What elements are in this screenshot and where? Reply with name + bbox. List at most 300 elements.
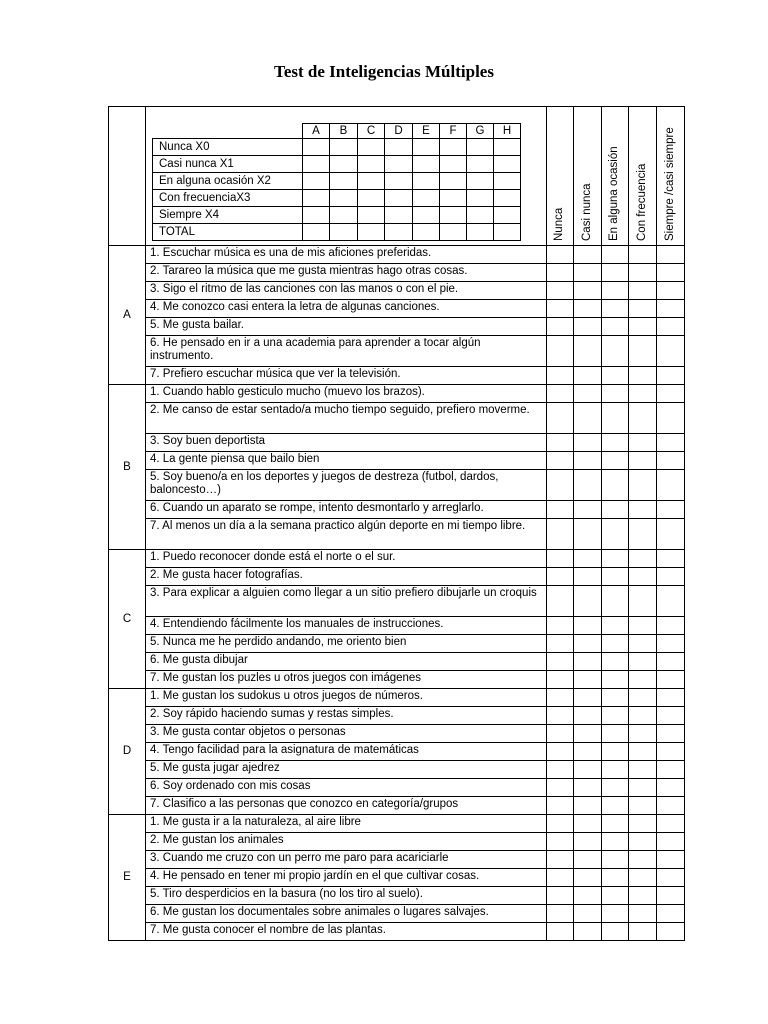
scoring-input-cell[interactable] [303, 190, 330, 207]
answer-checkbox-cell[interactable] [602, 434, 629, 452]
answer-checkbox-cell[interactable] [602, 869, 629, 887]
scoring-column-label: A [303, 124, 330, 139]
question-text: 6. Me gusta dibujar [146, 653, 547, 671]
question-text: 1. Cuando hablo gesticulo mucho (muevo los brazos). [146, 385, 547, 403]
answer-checkbox-cell[interactable] [574, 246, 602, 264]
question-text: 5. Soy bueno/a en los deportes y juegos de destreza (futbol, dardos, baloncesto…) [146, 470, 547, 501]
answer-checkbox-cell[interactable] [657, 452, 685, 470]
question-text: 3. Para explicar a alguien como llegar a un sitio prefiero dibujarle un croquis [146, 586, 547, 617]
answer-checkbox-cell[interactable] [574, 264, 602, 282]
answer-checkbox-cell[interactable] [629, 833, 657, 851]
scoring-input-cell[interactable] [440, 156, 467, 173]
question-row [109, 653, 685, 671]
scoring-row-label: Siempre X4 [153, 207, 303, 224]
answer-checkbox-cell[interactable] [574, 653, 602, 671]
scoring-input-cell[interactable] [467, 173, 494, 190]
scoring-input-cell[interactable] [358, 139, 385, 156]
answer-checkbox-cell[interactable] [602, 470, 629, 501]
answer-checkbox-cell[interactable] [574, 761, 602, 779]
question-text: 4. La gente piensa que bailo bien [146, 452, 547, 470]
answer-checkbox-cell[interactable] [657, 707, 685, 725]
question-text: 7. Prefiero escuchar música que ver la televisión. [146, 367, 547, 385]
answer-checkbox-cell[interactable] [629, 851, 657, 869]
question-row [109, 635, 685, 653]
answer-checkbox-cell[interactable] [657, 797, 685, 815]
question-text: 3. Soy buen deportista [146, 434, 547, 452]
answer-checkbox-cell[interactable] [602, 403, 629, 434]
question-text: 4. Tengo facilidad para la asignatura de matemáticas [146, 743, 547, 761]
answer-checkbox-cell[interactable] [629, 264, 657, 282]
question-row [109, 550, 685, 568]
scoring-column-label: F [440, 124, 467, 139]
answer-checkbox-cell[interactable] [602, 568, 629, 586]
answer-checkbox-cell[interactable] [547, 318, 574, 336]
answer-checkbox-cell[interactable] [629, 452, 657, 470]
header-row [109, 107, 685, 246]
answer-checkbox-cell[interactable] [574, 434, 602, 452]
answer-checkbox-cell[interactable] [629, 519, 657, 550]
scoring-input-cell[interactable] [494, 139, 521, 156]
scoring-input-cell[interactable] [494, 207, 521, 224]
answer-checkbox-cell[interactable] [547, 385, 574, 403]
answer-checkbox-cell[interactable] [629, 336, 657, 367]
scoring-input-cell[interactable] [385, 173, 413, 190]
answer-checkbox-cell[interactable] [657, 923, 685, 941]
answer-checkbox-cell[interactable] [547, 519, 574, 550]
answer-checkbox-cell[interactable] [547, 246, 574, 264]
answer-checkbox-cell[interactable] [574, 743, 602, 761]
answer-checkbox-cell[interactable] [574, 568, 602, 586]
answer-checkbox-cell[interactable] [547, 434, 574, 452]
answer-checkbox-cell[interactable] [629, 470, 657, 501]
answer-checkbox-cell[interactable] [574, 519, 602, 550]
scoring-column-label: E [413, 124, 440, 139]
scoring-legend-row [153, 173, 521, 190]
scoring-input-cell[interactable] [330, 139, 358, 156]
question-text: 1. Me gustan los sudokus u otros juegos de números. [146, 689, 547, 707]
answer-checkbox-cell[interactable] [547, 300, 574, 318]
answer-checkbox-cell[interactable] [657, 246, 685, 264]
answer-checkbox-cell[interactable] [602, 246, 629, 264]
scoring-input-cell[interactable] [330, 156, 358, 173]
question-row [109, 568, 685, 586]
answer-checkbox-cell[interactable] [629, 300, 657, 318]
question-text: 6. He pensado en ir a una academia para aprender a tocar algún instrumento. [146, 336, 547, 367]
answer-checkbox-cell[interactable] [629, 887, 657, 905]
scoring-input-cell[interactable] [330, 190, 358, 207]
question-row [109, 434, 685, 452]
scoring-legend-row [153, 156, 521, 173]
answer-checkbox-cell[interactable] [547, 403, 574, 434]
scoring-input-cell[interactable] [413, 224, 440, 241]
scoring-input-cell[interactable] [413, 173, 440, 190]
answer-checkbox-cell[interactable] [602, 797, 629, 815]
scoring-input-cell[interactable] [358, 190, 385, 207]
answer-checkbox-cell[interactable] [657, 519, 685, 550]
scoring-input-cell[interactable] [358, 207, 385, 224]
scoring-legend-header [153, 124, 521, 139]
answer-checkbox-cell[interactable] [547, 779, 574, 797]
answer-checkbox-cell[interactable] [629, 797, 657, 815]
answer-checkbox-cell[interactable] [657, 653, 685, 671]
answer-checkbox-cell[interactable] [629, 550, 657, 568]
question-row [109, 905, 685, 923]
question-row [109, 869, 685, 887]
scoring-legend-table [152, 123, 521, 241]
scoring-legend-corner [153, 124, 303, 139]
answer-checkbox-cell[interactable] [547, 586, 574, 617]
answer-checkbox-cell[interactable] [547, 653, 574, 671]
answer-column-header: Casi nunca [574, 107, 602, 246]
scoring-input-cell[interactable] [440, 207, 467, 224]
answer-checkbox-cell[interactable] [574, 367, 602, 385]
scoring-legend [146, 107, 547, 246]
question-row [109, 300, 685, 318]
answer-checkbox-cell[interactable] [629, 653, 657, 671]
answer-checkbox-cell[interactable] [547, 905, 574, 923]
answer-checkbox-cell[interactable] [657, 367, 685, 385]
answer-checkbox-cell[interactable] [602, 707, 629, 725]
answer-checkbox-cell[interactable] [602, 282, 629, 300]
scoring-input-cell[interactable] [385, 190, 413, 207]
scoring-input-cell[interactable] [303, 207, 330, 224]
answer-checkbox-cell[interactable] [602, 550, 629, 568]
answer-checkbox-cell[interactable] [574, 815, 602, 833]
scoring-input-cell[interactable] [494, 156, 521, 173]
answer-checkbox-cell[interactable] [602, 501, 629, 519]
answer-checkbox-cell[interactable] [629, 707, 657, 725]
answer-checkbox-cell[interactable] [574, 300, 602, 318]
answer-checkbox-cell[interactable] [547, 887, 574, 905]
scoring-input-cell[interactable] [440, 139, 467, 156]
answer-checkbox-cell[interactable] [629, 434, 657, 452]
scoring-input-cell[interactable] [494, 190, 521, 207]
answer-checkbox-cell[interactable] [629, 318, 657, 336]
answer-checkbox-cell[interactable] [629, 635, 657, 653]
answer-checkbox-cell[interactable] [629, 501, 657, 519]
answer-checkbox-cell[interactable] [574, 617, 602, 635]
scoring-row-label: Con frecuenciaX3 [153, 190, 303, 207]
answer-column-header: Siempre /casi siempre [657, 107, 685, 246]
answer-checkbox-cell[interactable] [602, 300, 629, 318]
answer-checkbox-cell[interactable] [657, 635, 685, 653]
answer-checkbox-cell[interactable] [602, 586, 629, 617]
question-row [109, 264, 685, 282]
answer-checkbox-cell[interactable] [602, 519, 629, 550]
scoring-input-cell[interactable] [413, 139, 440, 156]
question-row [109, 743, 685, 761]
answer-checkbox-cell[interactable] [629, 689, 657, 707]
answer-checkbox-cell[interactable] [657, 434, 685, 452]
answer-checkbox-cell[interactable] [547, 833, 574, 851]
scoring-input-cell[interactable] [358, 173, 385, 190]
answer-checkbox-cell[interactable] [657, 300, 685, 318]
answer-checkbox-cell[interactable] [629, 586, 657, 617]
section-letter: A [109, 246, 146, 385]
scoring-input-cell[interactable] [385, 156, 413, 173]
answer-checkbox-cell[interactable] [547, 689, 574, 707]
scoring-row-label: Casi nunca X1 [153, 156, 303, 173]
answer-checkbox-cell[interactable] [547, 743, 574, 761]
section-letter: D [109, 689, 146, 815]
answer-checkbox-cell[interactable] [602, 851, 629, 869]
answer-checkbox-cell[interactable] [657, 385, 685, 403]
answer-checkbox-cell[interactable] [574, 385, 602, 403]
answer-checkbox-cell[interactable] [574, 779, 602, 797]
scoring-input-cell[interactable] [494, 224, 521, 241]
answer-checkbox-cell[interactable] [629, 282, 657, 300]
answer-checkbox-cell[interactable] [657, 336, 685, 367]
answer-checkbox-cell[interactable] [574, 797, 602, 815]
scoring-input-cell[interactable] [385, 207, 413, 224]
scoring-input-cell[interactable] [330, 224, 358, 241]
answer-checkbox-cell[interactable] [657, 815, 685, 833]
scoring-column-label: G [467, 124, 494, 139]
answer-checkbox-cell[interactable] [547, 336, 574, 367]
answer-checkbox-cell[interactable] [547, 635, 574, 653]
answer-checkbox-cell[interactable] [629, 568, 657, 586]
question-text: 6. Cuando un aparato se rompe, intento desmontarlo y arreglarlo. [146, 501, 547, 519]
answer-checkbox-cell[interactable] [629, 725, 657, 743]
answer-checkbox-cell[interactable] [547, 367, 574, 385]
question-text: 1. Puedo reconocer donde está el norte o el sur. [146, 550, 547, 568]
answer-checkbox-cell[interactable] [602, 725, 629, 743]
question-row [109, 725, 685, 743]
answer-checkbox-cell[interactable] [602, 815, 629, 833]
question-row [109, 318, 685, 336]
answer-checkbox-cell[interactable] [657, 264, 685, 282]
question-text: 5. Nunca me he perdido andando, me oriento bien [146, 635, 547, 653]
question-row [109, 470, 685, 501]
answer-checkbox-cell[interactable] [574, 550, 602, 568]
question-text: 3. Me gusta contar objetos o personas [146, 725, 547, 743]
question-text: 3. Sigo el ritmo de las canciones con las manos o con el pie. [146, 282, 547, 300]
answer-checkbox-cell[interactable] [574, 923, 602, 941]
answer-checkbox-cell[interactable] [602, 887, 629, 905]
answer-checkbox-cell[interactable] [547, 707, 574, 725]
answer-checkbox-cell[interactable] [602, 336, 629, 367]
answer-checkbox-cell[interactable] [574, 336, 602, 367]
scoring-input-cell[interactable] [330, 207, 358, 224]
answer-checkbox-cell[interactable] [574, 470, 602, 501]
scoring-input-cell[interactable] [358, 224, 385, 241]
question-row [109, 833, 685, 851]
scoring-input-cell[interactable] [413, 190, 440, 207]
answer-checkbox-cell[interactable] [657, 725, 685, 743]
scoring-input-cell[interactable] [494, 173, 521, 190]
question-text: 4. Me conozco casi entera la letra de algunas canciones. [146, 300, 547, 318]
answer-checkbox-cell[interactable] [657, 743, 685, 761]
answer-checkbox-cell[interactable] [657, 282, 685, 300]
question-text: 4. Entendiendo fácilmente los manuales de instrucciones. [146, 617, 547, 635]
page-title: Test de Inteligencias Múltiples [274, 62, 494, 81]
answer-checkbox-cell[interactable] [657, 671, 685, 689]
answer-checkbox-cell[interactable] [602, 743, 629, 761]
scoring-input-cell[interactable] [330, 173, 358, 190]
answer-checkbox-cell[interactable] [657, 403, 685, 434]
scoring-input-cell[interactable] [385, 224, 413, 241]
scoring-legend-row [153, 190, 521, 207]
answer-checkbox-cell[interactable] [657, 779, 685, 797]
answer-checkbox-cell[interactable] [547, 671, 574, 689]
answer-checkbox-cell[interactable] [602, 318, 629, 336]
answer-checkbox-cell[interactable] [629, 905, 657, 923]
answer-checkbox-cell[interactable] [602, 905, 629, 923]
answer-checkbox-cell[interactable] [657, 568, 685, 586]
answer-checkbox-cell[interactable] [629, 923, 657, 941]
answer-checkbox-cell[interactable] [574, 501, 602, 519]
header-corner [109, 107, 146, 246]
scoring-input-cell[interactable] [303, 173, 330, 190]
answer-checkbox-cell[interactable] [657, 470, 685, 501]
scoring-input-cell[interactable] [467, 190, 494, 207]
section-letter: E [109, 815, 146, 941]
answer-column-header: Nunca [547, 107, 574, 246]
scoring-input-cell[interactable] [413, 207, 440, 224]
question-row [109, 851, 685, 869]
questionnaire-table [108, 106, 685, 941]
answer-checkbox-cell[interactable] [629, 869, 657, 887]
answer-checkbox-cell[interactable] [574, 887, 602, 905]
answer-checkbox-cell[interactable] [602, 367, 629, 385]
section-letter: B [109, 385, 146, 550]
answer-checkbox-cell[interactable] [574, 869, 602, 887]
answer-checkbox-cell[interactable] [657, 869, 685, 887]
answer-checkbox-cell[interactable] [547, 761, 574, 779]
answer-checkbox-cell[interactable] [574, 318, 602, 336]
question-text: 6. Soy ordenado con mis cosas [146, 779, 547, 797]
answer-checkbox-cell[interactable] [574, 833, 602, 851]
answer-checkbox-cell[interactable] [574, 403, 602, 434]
scoring-input-cell[interactable] [440, 190, 467, 207]
answer-checkbox-cell[interactable] [547, 869, 574, 887]
answer-checkbox-cell[interactable] [602, 761, 629, 779]
answer-checkbox-cell[interactable] [602, 689, 629, 707]
answer-checkbox-cell[interactable] [602, 923, 629, 941]
answer-checkbox-cell[interactable] [657, 689, 685, 707]
answer-checkbox-cell[interactable] [574, 851, 602, 869]
question-row [109, 385, 685, 403]
answer-checkbox-cell[interactable] [602, 671, 629, 689]
scoring-input-cell[interactable] [303, 139, 330, 156]
answer-checkbox-cell[interactable] [657, 833, 685, 851]
answer-checkbox-cell[interactable] [657, 318, 685, 336]
answer-checkbox-cell[interactable] [574, 905, 602, 923]
scoring-input-cell[interactable] [440, 224, 467, 241]
scoring-input-cell[interactable] [413, 156, 440, 173]
question-text: 5. Me gusta bailar. [146, 318, 547, 336]
question-row [109, 689, 685, 707]
answer-checkbox-cell[interactable] [629, 403, 657, 434]
answer-checkbox-cell[interactable] [602, 385, 629, 403]
answer-checkbox-cell[interactable] [574, 282, 602, 300]
scoring-column-label: H [494, 124, 521, 139]
answer-checkbox-cell[interactable] [574, 671, 602, 689]
answer-checkbox-cell[interactable] [547, 568, 574, 586]
answer-checkbox-cell[interactable] [602, 653, 629, 671]
question-row [109, 797, 685, 815]
answer-checkbox-cell[interactable] [602, 635, 629, 653]
scoring-column-label: B [330, 124, 358, 139]
scoring-input-cell[interactable] [385, 139, 413, 156]
answer-checkbox-cell[interactable] [629, 779, 657, 797]
scoring-input-cell[interactable] [467, 156, 494, 173]
question-text: 2. Me gustan los animales [146, 833, 547, 851]
answer-checkbox-cell[interactable] [629, 367, 657, 385]
answer-checkbox-cell[interactable] [547, 550, 574, 568]
answer-checkbox-cell[interactable] [547, 851, 574, 869]
scoring-input-cell[interactable] [467, 207, 494, 224]
answer-checkbox-cell[interactable] [574, 635, 602, 653]
answer-checkbox-cell[interactable] [602, 833, 629, 851]
answer-checkbox-cell[interactable] [547, 923, 574, 941]
answer-checkbox-cell[interactable] [574, 452, 602, 470]
question-row [109, 246, 685, 264]
answer-checkbox-cell[interactable] [657, 761, 685, 779]
answer-checkbox-cell[interactable] [657, 851, 685, 869]
answer-checkbox-cell[interactable] [547, 501, 574, 519]
answer-checkbox-cell[interactable] [574, 707, 602, 725]
scoring-input-cell[interactable] [303, 156, 330, 173]
answer-checkbox-cell[interactable] [547, 452, 574, 470]
answer-checkbox-cell[interactable] [547, 470, 574, 501]
answer-checkbox-cell[interactable] [629, 815, 657, 833]
scoring-input-cell[interactable] [358, 156, 385, 173]
answer-checkbox-cell[interactable] [602, 617, 629, 635]
answer-checkbox-cell[interactable] [629, 671, 657, 689]
scoring-input-cell[interactable] [303, 224, 330, 241]
question-row [109, 815, 685, 833]
question-row [109, 282, 685, 300]
answer-checkbox-cell[interactable] [657, 586, 685, 617]
answer-checkbox-cell[interactable] [547, 282, 574, 300]
answer-checkbox-cell[interactable] [602, 452, 629, 470]
answer-checkbox-cell[interactable] [657, 617, 685, 635]
answer-checkbox-cell[interactable] [602, 264, 629, 282]
answer-checkbox-cell[interactable] [547, 797, 574, 815]
question-row [109, 403, 685, 434]
scoring-input-cell[interactable] [467, 224, 494, 241]
question-text: 3. Cuando me cruzo con un perro me paro para acariciarle [146, 851, 547, 869]
answer-checkbox-cell[interactable] [657, 887, 685, 905]
answer-checkbox-cell[interactable] [547, 264, 574, 282]
scoring-legend-row [153, 224, 521, 241]
answer-checkbox-cell[interactable] [629, 617, 657, 635]
answer-checkbox-cell[interactable] [547, 725, 574, 743]
answer-checkbox-cell[interactable] [629, 743, 657, 761]
answer-checkbox-cell[interactable] [657, 501, 685, 519]
question-row [109, 671, 685, 689]
answer-checkbox-cell[interactable] [547, 617, 574, 635]
scoring-input-cell[interactable] [440, 173, 467, 190]
answer-checkbox-cell[interactable] [547, 815, 574, 833]
scoring-input-cell[interactable] [467, 139, 494, 156]
answer-checkbox-cell[interactable] [629, 246, 657, 264]
answer-checkbox-cell[interactable] [657, 905, 685, 923]
answer-checkbox-cell[interactable] [602, 779, 629, 797]
question-text: 5. Tiro desperdicios en la basura (no los tiro al suelo). [146, 887, 547, 905]
question-row [109, 336, 685, 367]
answer-checkbox-cell[interactable] [574, 586, 602, 617]
answer-checkbox-cell[interactable] [629, 761, 657, 779]
answer-checkbox-cell[interactable] [574, 725, 602, 743]
question-row [109, 887, 685, 905]
answer-checkbox-cell[interactable] [629, 385, 657, 403]
answer-checkbox-cell[interactable] [657, 550, 685, 568]
answer-checkbox-cell[interactable] [574, 689, 602, 707]
question-row [109, 501, 685, 519]
question-text: 7. Clasifico a las personas que conozco en categoría/grupos [146, 797, 547, 815]
